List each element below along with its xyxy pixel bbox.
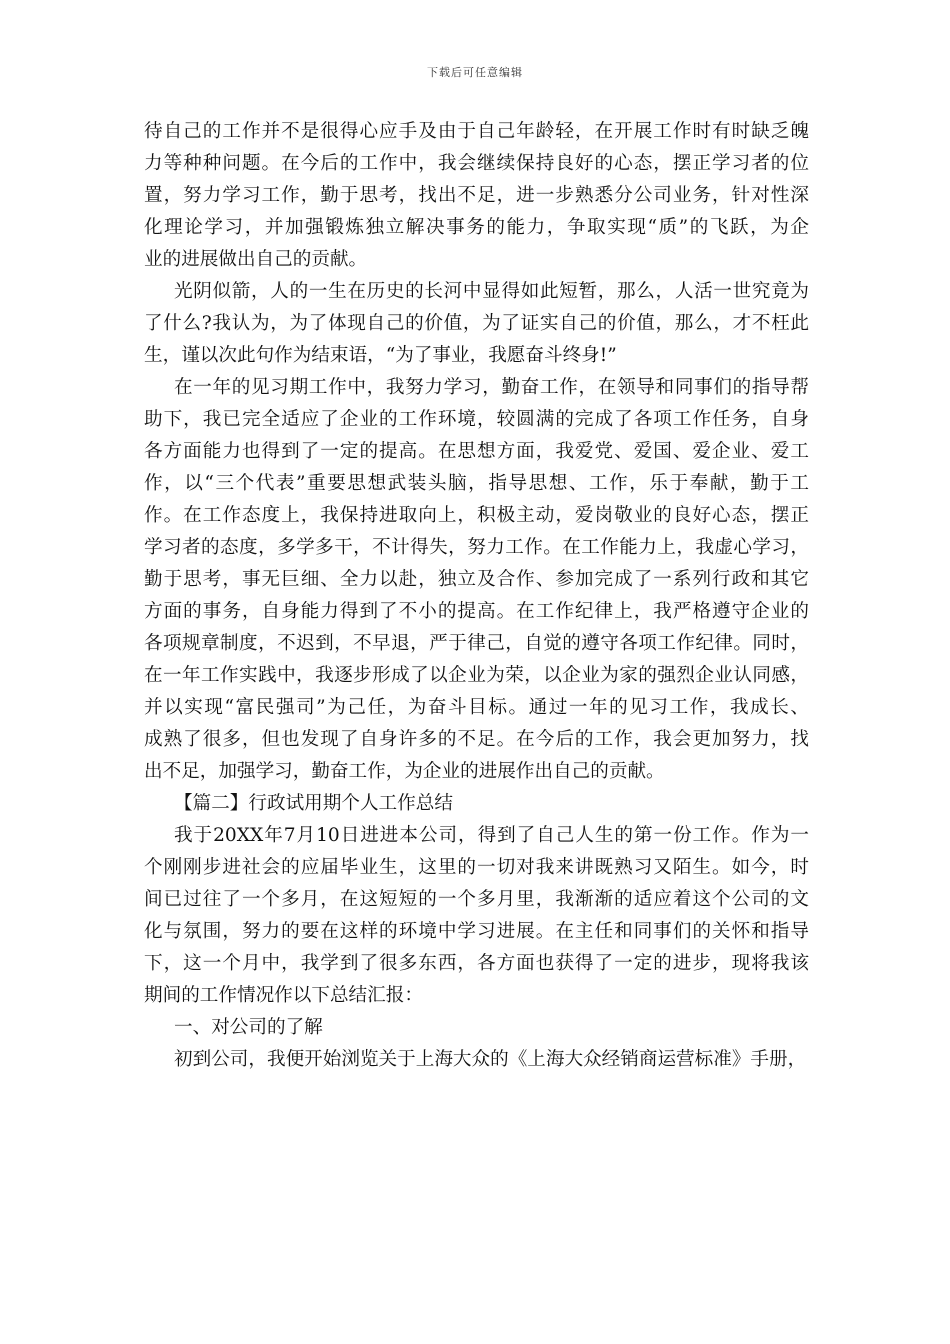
text-line: 助下，我已完全适应了企业的工作环境，较圆满的完成了各项工作任务，自身 — [144, 409, 809, 430]
text-line: 【篇二】行政试用期个人工作总结 — [174, 793, 453, 814]
text-line: 化与氛围，努力的要在这样的环境中学习进展。在主任和同事们的关怀和指导 — [144, 921, 809, 942]
text-line: 了什么?我认为，为了体现自己的价值，为了证实自己的价值，那么，才不枉此 — [144, 313, 809, 334]
text-line: 我于20XX年7月10日进进本公司，得到了自己人生的第一份工作。作为一 — [174, 825, 809, 846]
paragraph — [144, 276, 809, 372]
paragraph — [144, 116, 809, 276]
text-line: 光阴似箭，人的一生在历史的长河中显得如此短暂，那么，人活一世究竟为 — [174, 281, 809, 302]
text-line: 作。在工作态度上，我保持进取向上，积极主动，爱岗敬业的良好心态，摆正 — [144, 505, 809, 526]
text-line: 下，这一个月中，我学到了很多东西，各方面也获得了一定的进步，现将我该 — [144, 953, 809, 974]
paragraph — [144, 820, 809, 1012]
text-line: 作，以“三个代表”重要思想武装头脑，指导思想、工作，乐于奉献，勤于工 — [144, 473, 809, 494]
text-line: 间已过往了一个多月，在这短短的一个多月里，我渐渐的适应着这个公司的文 — [144, 889, 809, 910]
text-line: 学习者的态度，多学多干，不计得失，努力工作。在工作能力上，我虚心学习， — [144, 537, 809, 558]
text-line: 成熟了很多，但也发现了自身许多的不足。在今后的工作，我会更加努力，找 — [144, 729, 809, 750]
text-line: 力等种种问题。在今后的工作中，我会继续保持良好的心态，摆正学习者的位 — [144, 153, 809, 174]
text-line: 期间的工作情况作以下总结汇报： — [144, 985, 423, 1006]
text-line: 初到公司，我便开始浏览关于上海大众的《上海大众经销商运营标准》手册， — [174, 1049, 807, 1070]
document-body — [144, 116, 809, 1076]
text-line: 个刚刚步进社会的应届毕业生，这里的一切对我来讲既熟习又陌生。如今，时 — [144, 857, 809, 878]
text-line: 各方面能力也得到了一定的提高。在思想方面，我爱党、爱国、爱企业、爱工 — [144, 441, 809, 462]
text-line: 方面的事务，自身能力得到了不小的提高。在工作纪律上，我严格遵守企业的 — [144, 601, 809, 622]
text-line: 各项规章制度，不迟到，不早退，严于律己，自觉的遵守各项工作纪律。同时， — [144, 633, 809, 654]
text-line: 待自己的工作并不是很得心应手及由于自己年龄轻，在开展工作时有时缺乏魄 — [144, 121, 809, 142]
text-line: 并以实现“富民强司”为己任，为奋斗目标。通过一年的见习工作，我成长、 — [144, 697, 809, 718]
paragraph — [144, 1012, 809, 1044]
paragraph — [144, 372, 809, 788]
paragraph — [144, 788, 809, 820]
text-line: 生，谨以次此句作为结束语，“为了事业，我愿奋斗终身!” — [144, 345, 617, 366]
text-line: 在一年的见习期工作中，我努力学习，勤奋工作，在领导和同事们的指导帮 — [174, 377, 809, 398]
text-line: 出不足，加强学习，勤奋工作，为企业的进展作出自己的贡献。 — [144, 761, 665, 782]
text-line: 一、对公司的了解 — [174, 1017, 323, 1038]
paragraph — [144, 1044, 809, 1076]
text-line: 业的进展做出自己的贡献。 — [144, 249, 368, 270]
text-line: 勤于思考，事无巨细、全力以赴，独立及合作、参加完成了一系列行政和其它 — [144, 569, 809, 590]
text-line: 化理论学习，并加强锻炼独立解决事务的能力，争取实现“质”的飞跃，为企 — [144, 217, 809, 238]
page-header: 下载后可任意编辑 — [427, 66, 523, 79]
text-line: 在一年工作实践中，我逐步形成了以企业为荣，以企业为家的强烈企业认同感， — [144, 665, 809, 686]
text-line: 置，努力学习工作，勤于思考，找出不足，进一步熟悉分公司业务，针对性深 — [144, 185, 809, 206]
